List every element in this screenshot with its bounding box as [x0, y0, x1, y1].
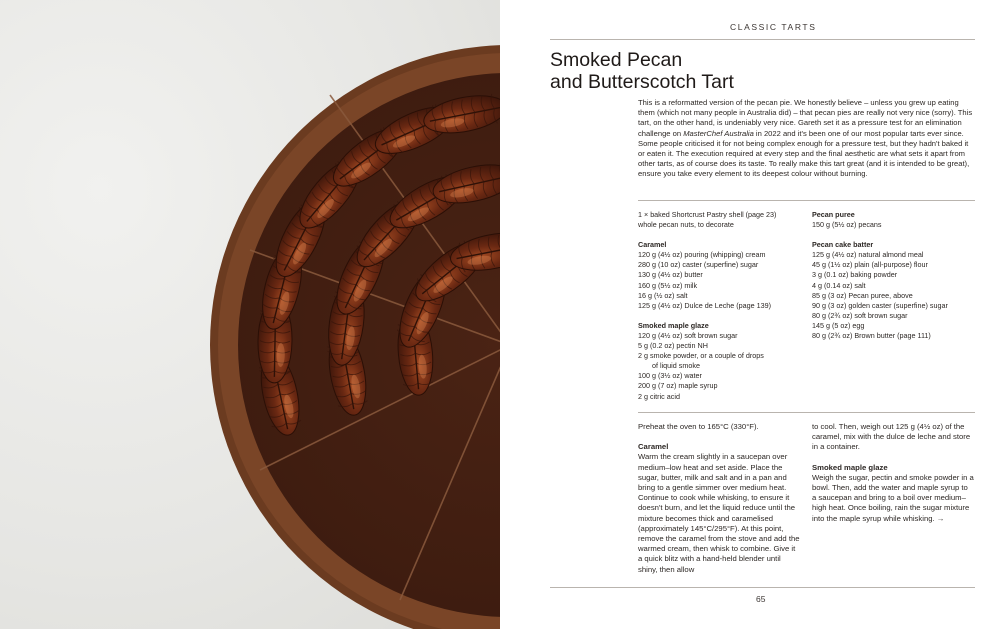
ingredient: 120 g (4½ oz) pouring (whipping) cream [638, 250, 766, 260]
ingredients-right [812, 210, 948, 341]
section-label: CLASSIC TARTS [730, 22, 817, 32]
ingredient: 5 g (0.2 oz) pectin NH [638, 341, 708, 351]
method-left [638, 422, 800, 575]
footer-rule [550, 587, 975, 588]
continue-arrow-icon: → [936, 513, 945, 523]
recipe-title [550, 49, 850, 93]
ingredient: 100 g (3½ oz) water [638, 371, 702, 381]
header-rule [550, 39, 975, 40]
ingredient: 80 g (2¾ oz) Brown butter (page 111) [812, 331, 931, 341]
caramel-method-continued: to cool. Then, weigh out 125 g (4½ oz) of the caramel, mix with the dulce de leche and store in a container. [812, 422, 971, 452]
show-name: MasterChef Australia [683, 128, 754, 138]
puree-heading: Pecan puree [812, 210, 855, 219]
batter-heading: Pecan cake batter [812, 240, 874, 250]
ingredient: 3 g (0.1 oz) baking powder [812, 270, 898, 280]
caramel-method-heading: Caramel [638, 442, 669, 452]
ingredient: 90 g (3 oz) golden caster (superfine) sugar [812, 300, 948, 310]
ingredient: 130 g (4½ oz) butter [638, 270, 703, 280]
ingredient: 16 g (½ oz) salt [638, 290, 688, 300]
ingredient: 125 g (4½ oz) Dulce de Leche (page 139) [638, 300, 772, 310]
glaze-heading: Smoked maple glaze [638, 320, 709, 330]
caramel-method: Warm the cream slightly in a saucepan over medium–low heat and set aside. Place the sugar, butter, milk and salt and in a pan and bring to a gentle simmer over medium heat. Continue to cook while whisking, to ensure it doesn't burn, and let the liquid reduce until the mixture becomes thick and caramelised (approximately 145°C/295°F). At this point, remove the caramel from the stove and add the warmed cream, then whisk to combine. Give it a quick blitz with a hand-held blender until shiny, then allow [638, 452, 800, 574]
ingredient: 120 g (4½ oz) soft brown sugar [638, 330, 738, 340]
title-line-1: Smoked Pecan [550, 49, 683, 71]
recipe-intro: This is a reformatted version of the pecan pie. We honestly believe – unless you grew up eating them (which not many people in Australia did) – that pecan pies are really not very nice (sorry). This tart, on the other hand, is undeniably very nice. Gareth set it as a pressure test for an elimination challenge on MasterChef Australia in 2022 and it's been one of our most popular tarts ever since. Some people criticised it for not being complex enough for a pressure test, but they hadn't baked it or eaten it. The execution required at every step and the final aesthetic are what sets it apart from other tarts, as of course does its taste. To really make this tart great (and it is intended to be great), ensure you take every element to its deepest colour without burning. [638, 98, 973, 179]
ingredient: 2 g citric acid [638, 391, 680, 401]
ingredient: 85 g (3 oz) Pecan puree, above [812, 290, 913, 300]
ingredient: 145 g (5 oz) egg [812, 320, 865, 330]
glaze-method-heading: Smoked maple glaze [812, 462, 888, 472]
ingredient: 150 g (5½ oz) pecans [812, 220, 882, 230]
ingredients-left [638, 210, 776, 402]
ingredient: 45 g (1½ oz) plain (all-purpose) flour [812, 260, 928, 270]
ingredient: 4 g (0.14 oz) salt [812, 280, 866, 290]
ingredient: 280 g (10 oz) caster (superfine) sugar [638, 260, 759, 270]
ingredient: 125 g (4½ oz) natural almond meal [812, 250, 924, 260]
ingredient: whole pecan nuts, to decorate [638, 220, 734, 230]
title-line-2: and Butterscotch Tart [550, 71, 734, 93]
page-number: 65 [756, 594, 766, 604]
ingredient: 200 g (7 oz) maple syrup [638, 381, 718, 391]
ingredient: 2 g smoke powder, or a couple of drops [638, 351, 764, 361]
intro-rule [638, 200, 975, 201]
preheat-step: Preheat the oven to 165°C (330°F). [638, 422, 759, 431]
glaze-method: Weigh the sugar, pectin and smoke powder in a bowl. Then, add the water and maple syrup to a saucepan and bring to a boil over medium–high heat. Once boiling, rain the sugar mixture into the maple syrup while whisking. → [812, 472, 974, 523]
ingredient: of liquid smoke [652, 361, 700, 371]
ingredient: 160 g (5½ oz) milk [638, 280, 698, 290]
ingredient: 1 × baked Shortcrust Pastry shell (page 23) [638, 210, 777, 219]
recipe-page [500, 0, 1000, 629]
caramel-heading: Caramel [638, 240, 667, 250]
method-rule [638, 412, 975, 413]
ingredient: 80 g (2¾ oz) soft brown sugar [812, 310, 908, 320]
method-right [812, 422, 974, 524]
